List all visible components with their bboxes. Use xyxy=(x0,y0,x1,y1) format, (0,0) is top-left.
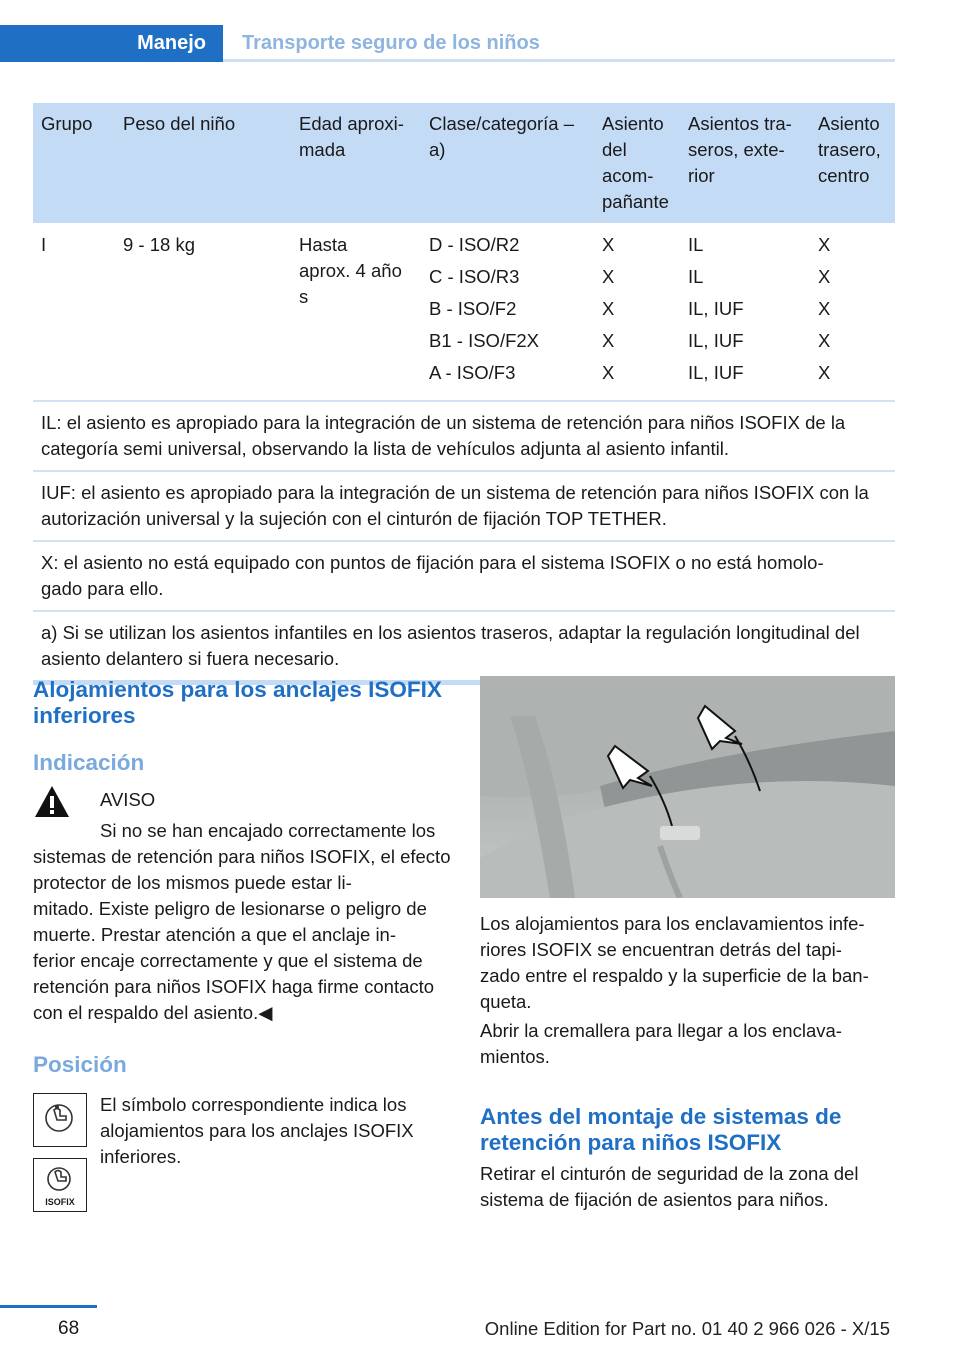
seat-photo xyxy=(480,676,895,898)
table-note: a) Si se utilizan los asientos infantiles en los asientos traseros, adaptar la regulación longitudinal del asiento delantero si fuera necesario. xyxy=(33,611,895,683)
col-header: Asientos tra- seros, exte- rior xyxy=(680,103,810,223)
col-header: Grupo xyxy=(33,103,115,223)
table-note: IL: el asiento es apropiado para la integración de un sistema de retención para niños ISOFIX de la categoría semi universal, observando la lista de vehículos adjunta al asiento infantil. xyxy=(33,401,895,471)
anchor-location-text: Los alojamientos para los enclavamientos infe- riores ISOFIX se encuentran detrás del tapi- zado entre el respaldo y la superficie de la ban- queta. xyxy=(480,913,869,1012)
zipper-text: Abrir la cremallera para llegar a los enclava- mientos. xyxy=(480,1020,842,1067)
section-heading: Alojamientos para los anclajes ISOFIX inferiores xyxy=(33,677,442,728)
col-header: Peso del niño xyxy=(115,103,291,223)
cell-clases: D - ISO/R2 C - ISO/R3 B - ISO/F2 B1 - ISO/F2X A - ISO/F3 xyxy=(429,234,540,383)
remove-belt-text: Retirar el cinturón de seguridad de la zona del sistema de fijación de asientos para niños. xyxy=(480,1163,859,1210)
position-text: El símbolo correspondiente indica los alojamientos para los anclajes ISOFIX inferiores. xyxy=(100,1094,414,1167)
table-row xyxy=(33,223,895,401)
cell-peso: 9 - 18 kg xyxy=(123,234,195,255)
footer-rule xyxy=(0,1305,97,1308)
warning-body: Si no se han encajado correctamente los sistemas de retención para niños ISOFIX, el efecto protector de los mismos puede estar li- mitado. Existe peligro de lesionarse o peligro de muerte. Prestar atención a que el anclaje in- ferior encaje correctamente y que el sistema de retención para niños ISOFIX haga firme contacto con el respaldo del asiento.◀ xyxy=(33,820,451,1023)
cell-acompanante: X X X X X xyxy=(602,234,615,383)
col-header: Edad aproxi- mada xyxy=(291,103,421,223)
section-title: Transporte seguro de los niños xyxy=(242,32,540,54)
isofix-label-icon: ISOFIX xyxy=(33,1158,87,1212)
cell-centro: X X X X X xyxy=(818,234,831,383)
subheading-indicacion: Indicación xyxy=(33,750,145,775)
col-header: Asiento trasero, centro xyxy=(810,103,895,223)
chapter-title: Manejo xyxy=(137,32,206,54)
section-tab xyxy=(223,25,895,62)
page-header xyxy=(0,25,895,62)
col-header: Asiento del acom- pañante xyxy=(594,103,680,223)
cell-exterior: IL IL IL, IUF IL, IUF IL, IUF xyxy=(688,234,744,383)
warning-icon xyxy=(33,783,71,821)
warning-title: AVISO xyxy=(100,789,156,810)
edition-footer: Online Edition for Part no. 01 40 2 966 026 - X/15 xyxy=(484,1318,890,1339)
isofix-seat-icon xyxy=(33,1093,87,1147)
cell-edad: Hasta aprox. 4 año s xyxy=(299,234,402,307)
chapter-tab xyxy=(0,25,223,62)
isofix-table xyxy=(33,103,895,685)
cell-grupo: I xyxy=(41,234,47,255)
page-number: 68 xyxy=(58,1318,80,1339)
table-header-row xyxy=(33,103,895,223)
subsection-heading: Antes del montaje de sistemas de retención para niños ISOFIX xyxy=(480,1104,842,1155)
table-note: IUF: el asiento es apropiado para la integración de un sistema de retención para niños ISOFIX con la autorización universal y la sujeción con el cinturón de fijación TOP TETHER. xyxy=(33,471,895,541)
table-note: X: el asiento no está equipado con puntos de fijación para el sistema ISOFIX o no está homolo- gado para ello. xyxy=(33,541,895,611)
subheading-posicion: Posición xyxy=(33,1052,127,1077)
col-header: Clase/categoría – a) xyxy=(421,103,594,223)
